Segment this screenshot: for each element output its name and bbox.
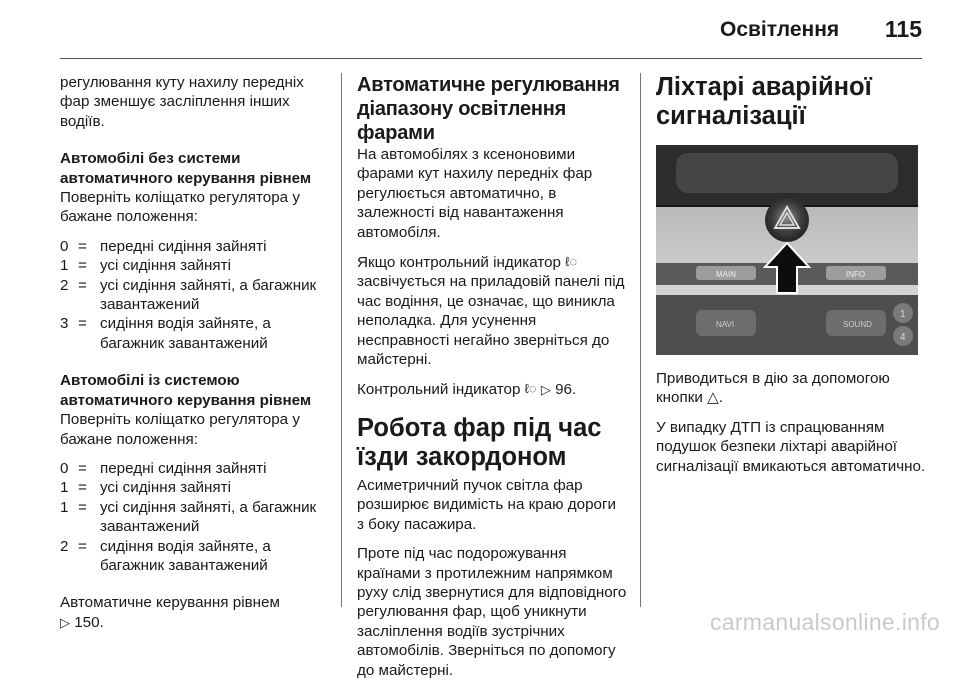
body-text: Контрольний індикатор ℓ◌ ▷ 96.: [357, 381, 577, 399]
list-item: 0 = передні сидіння зайняті: [60, 237, 267, 255]
section-title: Освітлення: [720, 18, 840, 41]
position-list: [60, 237, 330, 353]
preset-1-label: 1: [900, 309, 906, 320]
hazard-button-photo: [656, 145, 918, 355]
section-heading: Ліхтарі аварійної сигналізації: [656, 73, 872, 130]
list-item: 1 = усі сидіння зайняті: [60, 479, 231, 497]
list-item: 2 = усі сидіння зайняті, а багажник завантажений: [60, 276, 317, 314]
body-text: Приводиться в дію за допомогою кнопки △.: [656, 370, 890, 407]
page-number: 115: [884, 16, 922, 42]
headlight-range-indicator-icon: ℓ◌: [565, 254, 578, 270]
column-2: [357, 73, 627, 690]
hazard-button[interactable]: [765, 198, 809, 242]
watermark: carmanualsonline.info: [709, 609, 940, 635]
main-button-label: MAIN: [716, 270, 736, 279]
column-divider: [341, 73, 342, 607]
sound-button-label: SOUND: [843, 320, 872, 329]
section-heading: автоматичного керування рівнем: [60, 169, 312, 187]
section-heading: Автоматичне регулювання діапазону освітлення фарами: [357, 74, 620, 144]
body-text: Поверніть коліщатко регулятора у бажане положення:: [60, 411, 300, 448]
header-rule: [60, 58, 922, 59]
console-illustration: [656, 145, 918, 355]
list-item: 1 = усі сидіння зайняті, а багажник завантажений: [60, 498, 317, 536]
body-text: Поверніть коліщатко регулятора у бажане положення:: [60, 189, 300, 226]
intro-text: регулювання куту нахилу передніх фар зменшує засліплення інших водіїв.: [60, 74, 304, 130]
nav-button-label: NAVI: [716, 320, 735, 329]
cross-reference-arrow-icon: ▷: [540, 382, 551, 398]
section-heading: Автомобілі із системою: [60, 372, 240, 390]
page-header: [0, 0, 960, 58]
column-divider: [640, 73, 641, 607]
body-text: Проте під час подорожування країнами з протилежним напрямком руху слід звернутися для відповідного регулювання фар, щоб уникнути засліплення водіїв зустрічних автомобілів. Зверніться по допомогу до майстерні.: [357, 545, 627, 679]
section-heading: Автомобілі без системи: [60, 150, 241, 168]
body-text: Асиметричний пучок світла фар розширює видимість на краю дороги з боку пасажира.: [357, 476, 616, 533]
list-item: 1 = усі сидіння зайняті: [60, 257, 231, 275]
section-heading: автоматичного керування рівнем: [60, 391, 312, 409]
outro-text: Автоматичне керування рівнем: [60, 594, 280, 612]
body-text: У випадку ДТП із спрацюванням подушок безпеки ліхтарі аварійної сигналізації вмикаються автоматично.: [656, 418, 926, 475]
position-list: [60, 459, 330, 575]
body-text: Якщо контрольний індикатор ℓ◌ засвічується на приладовій панелі під час водіння, це означає, що виникла неполадка. Для усунення несправності негайно зверніться до майстерні.: [357, 254, 625, 369]
page-reference[interactable]: ▷ 150.: [60, 613, 104, 631]
headlight-range-indicator-icon: ℓ◌: [524, 381, 537, 397]
list-item: 0 = передні сидіння зайняті: [60, 459, 267, 477]
info-button-label: INFO: [846, 270, 866, 279]
section-heading: Робота фар під час їзди закордоном: [357, 413, 602, 471]
column-1: [60, 73, 330, 632]
list-item: 3 = сидіння водія зайняте, а багажник завантажений: [60, 315, 271, 352]
preset-4-label: 4: [900, 332, 906, 343]
cross-reference-arrow-icon: ▷: [60, 614, 70, 630]
hazard-triangle-icon: △: [707, 389, 719, 407]
page-reference[interactable]: 96.: [555, 381, 577, 399]
body-text: На автомобілях з ксеноновими фарами кут нахилу передніх фар регулюється автоматично, в залежності від навантаження автомобіля.: [357, 146, 593, 241]
list-item: 2 = сидіння водія зайняте, а багажник завантажений: [60, 537, 271, 574]
column-3: [656, 73, 926, 486]
